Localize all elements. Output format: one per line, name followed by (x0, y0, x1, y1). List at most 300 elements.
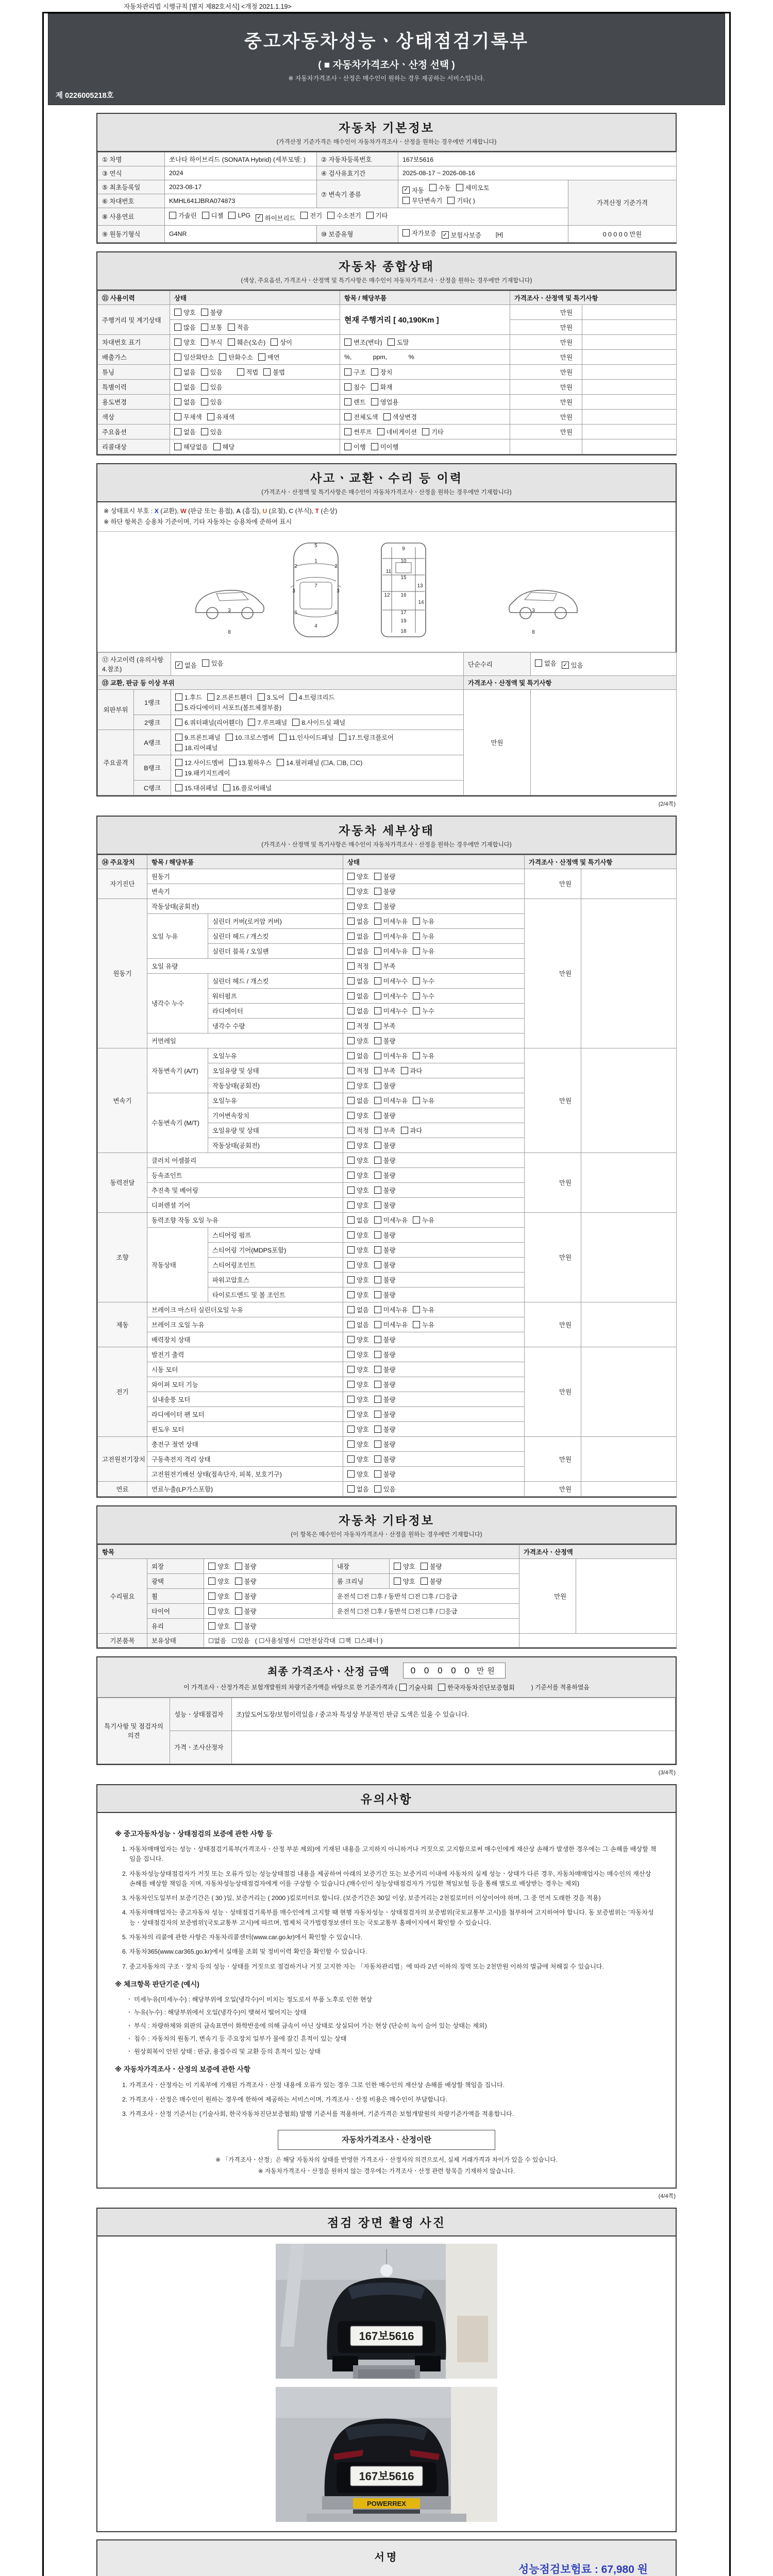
checkbox-있음[interactable] (374, 1484, 396, 1494)
checkbox-미세누유[interactable] (374, 1215, 408, 1225)
checkbox-16.플로어패널[interactable] (223, 783, 272, 792)
checkbox-없음[interactable] (535, 658, 557, 668)
item-options (340, 335, 510, 350)
checkbox-썬루프[interactable] (344, 427, 372, 436)
checkbox-불량[interactable] (374, 1081, 396, 1090)
checkbox-3.도어[interactable] (258, 692, 284, 702)
checkbox-label: 불량 (383, 1276, 396, 1284)
diagram-number-label: 16 (400, 592, 407, 598)
checkbox-무단변속기[interactable] (402, 196, 442, 205)
exchange-header: ⑬ 교환, 판금 등 이상 부위 (98, 675, 464, 689)
checkbox-미세누수[interactable] (374, 991, 408, 1001)
checkbox-있음[interactable] (201, 397, 223, 406)
checkbox-group (347, 1125, 427, 1136)
checkbox-수동[interactable] (429, 183, 451, 192)
item-label: 브레이크 마스터 실린더오일 누유 (147, 1302, 343, 1317)
cell (175, 717, 459, 727)
checkbox-이행[interactable] (344, 442, 366, 451)
checkbox-불량[interactable] (374, 1036, 396, 1045)
checkbox-불량[interactable] (374, 1410, 396, 1419)
checkbox-불량[interactable] (235, 1621, 257, 1631)
checkbox-양호[interactable] (208, 1606, 230, 1616)
checkbox-미세누유[interactable] (374, 931, 408, 941)
first-reg-value: 2023-08-17 (165, 180, 317, 194)
checkbox-box-icon (347, 1187, 355, 1194)
state-options (343, 1182, 525, 1197)
checkbox-전기[interactable] (300, 211, 322, 220)
checkbox-box-icon (175, 769, 182, 776)
checkbox-없음[interactable] (347, 931, 369, 941)
cell: 가격조사ㆍ산정액 및 특기사항 (525, 855, 677, 869)
checkbox-적정[interactable] (347, 1021, 369, 1030)
checkbox-불량[interactable] (201, 308, 223, 317)
checkbox-box-icon (438, 1684, 445, 1691)
checkbox-4.트렁크리드[interactable] (290, 692, 335, 702)
checkbox-group (347, 961, 401, 971)
checkbox-누유[interactable] (413, 917, 434, 926)
diagram-number-label: 4 (314, 623, 317, 629)
checkbox-보험사보증[interactable] (442, 230, 481, 240)
checkbox-양호[interactable] (347, 1425, 369, 1434)
checkbox-label: 미세누유 (383, 1321, 408, 1329)
checkbox-box-icon (174, 324, 181, 331)
checkbox-색상변경[interactable] (383, 412, 417, 421)
checkbox-불량[interactable] (235, 1606, 257, 1616)
checkbox-label: 없음 (357, 933, 369, 940)
checkbox-box-icon (235, 1607, 242, 1615)
checkbox-양호[interactable] (347, 1469, 369, 1479)
checkbox-양호[interactable] (208, 1621, 230, 1631)
checkbox-기타[interactable] (366, 211, 388, 220)
checkbox-양호[interactable] (347, 1454, 369, 1464)
checkbox-불량[interactable] (421, 1577, 442, 1586)
checkbox-적법[interactable] (237, 367, 259, 377)
checkbox-미세누유[interactable] (374, 1320, 408, 1329)
rank-label: 1랭크 (134, 689, 171, 715)
checkbox-양호[interactable] (347, 1395, 369, 1404)
checkbox-9.프론트패널[interactable] (175, 733, 221, 742)
checkbox-자동[interactable] (402, 185, 424, 195)
checkbox-불량[interactable] (374, 1439, 396, 1449)
final-price-label: 최종 가격조사ㆍ산정 금액 (267, 1666, 390, 1677)
checkbox-19.패키지트레이[interactable] (175, 768, 230, 777)
checkbox-label: 19.패키지트레이 (184, 769, 230, 777)
device-category: 조향 (98, 1212, 147, 1302)
state-options (343, 1138, 525, 1153)
checkbox-양호[interactable] (347, 1380, 369, 1389)
checkbox-17.트렁크플로어[interactable] (339, 733, 394, 742)
checkbox-있음[interactable] (202, 658, 224, 668)
checkbox-양호[interactable] (347, 902, 369, 911)
checkbox-box-icon (174, 383, 181, 391)
table-row (98, 1347, 677, 1362)
checkbox-침수[interactable] (344, 382, 366, 392)
rank-label: A랭크 (134, 730, 171, 755)
checkbox-18.리어패널[interactable] (175, 743, 218, 752)
checkbox-box-icon (374, 1231, 381, 1239)
checkbox-없음[interactable] (347, 1096, 369, 1105)
checkbox-5.라디에이터 서포트(볼트체결부품)[interactable] (175, 703, 281, 712)
checkbox-없음[interactable] (347, 1305, 369, 1314)
checkbox-미세누유[interactable] (374, 1305, 408, 1314)
checkbox-과다[interactable] (401, 1126, 423, 1135)
checkbox-label: 양호 (217, 1592, 230, 1600)
checkbox-box-icon (344, 368, 351, 376)
checkbox-미세누유[interactable] (374, 946, 408, 956)
checkbox-box-icon (208, 1607, 215, 1615)
checkbox-box-icon (413, 1052, 420, 1059)
checkbox-불량[interactable] (374, 1395, 396, 1404)
checkbox-없음[interactable] (347, 1051, 369, 1060)
item-options (340, 395, 510, 410)
state-options (343, 1272, 525, 1287)
checkbox-불량[interactable] (374, 1454, 396, 1464)
checkbox-없음[interactable] (347, 1006, 369, 1015)
checkbox-불량[interactable] (374, 1350, 396, 1359)
checkbox-불량[interactable] (374, 1365, 396, 1374)
checkbox-불량[interactable] (374, 1245, 396, 1255)
checkbox-7.루프패널[interactable] (248, 718, 287, 727)
checkbox-보통[interactable] (201, 323, 223, 332)
checkbox-누유[interactable] (413, 1051, 434, 1060)
cell (581, 1481, 677, 1496)
checkbox-양호[interactable] (208, 1591, 230, 1601)
checkbox-불량[interactable] (374, 1230, 396, 1240)
checkbox-group (347, 871, 401, 882)
checkbox-부족[interactable] (374, 961, 396, 971)
item-label: 기어변속장치 (208, 1108, 343, 1123)
checkbox-미세누수[interactable] (374, 1006, 408, 1015)
checkbox-불량[interactable] (374, 1156, 396, 1165)
cell (581, 1302, 677, 1347)
checkbox-불량[interactable] (374, 1111, 396, 1120)
checkbox-group (347, 1454, 401, 1464)
checkbox-불량[interactable] (374, 1141, 396, 1150)
checkbox-누유[interactable] (413, 1215, 434, 1225)
checkbox-없음[interactable] (174, 382, 196, 392)
state-options (170, 365, 340, 380)
checkbox-없음[interactable] (174, 427, 196, 436)
checkbox-label: 양호 (357, 873, 369, 880)
checkbox-상이[interactable] (271, 337, 292, 347)
checkbox-label: 없음 (183, 399, 196, 406)
item-label: 작동상태(공회전) (147, 899, 343, 913)
checkbox-불량[interactable] (374, 1171, 396, 1180)
checkbox-양호[interactable] (347, 1245, 369, 1255)
checkbox-부식[interactable] (201, 337, 223, 347)
checkbox-불량[interactable] (235, 1591, 257, 1601)
checkbox-box-icon (347, 1231, 355, 1239)
checkbox-양호[interactable] (347, 1111, 369, 1120)
checkbox-label: 없음 (183, 429, 196, 436)
item-label: 등속죠인트 (147, 1167, 343, 1182)
checkbox-1.후드[interactable] (175, 692, 202, 702)
checkbox-불량[interactable] (374, 1185, 396, 1195)
checkbox-label: 양호 (217, 1607, 230, 1615)
checkbox-양호[interactable] (347, 1335, 369, 1344)
checkbox-양호[interactable] (347, 1439, 369, 1449)
diagram-number-label: 19 (400, 618, 407, 624)
checkbox-누유[interactable] (413, 1096, 434, 1105)
checkbox-없음[interactable] (347, 1215, 369, 1225)
checkbox-없음[interactable] (347, 991, 369, 1001)
checkbox-하이브리드[interactable] (256, 213, 295, 223)
checkbox-label: 9.프론트패널 (184, 734, 221, 741)
checkbox-누수[interactable] (413, 976, 434, 986)
checkbox-양호[interactable] (394, 1562, 415, 1571)
checkbox-box-icon (228, 212, 236, 219)
checkbox-적음[interactable] (228, 323, 249, 332)
checkbox-label: 양호 (357, 1411, 369, 1418)
checkbox-group (347, 946, 440, 956)
checkbox-불량[interactable] (235, 1577, 257, 1586)
checkbox-label: 없음 (183, 369, 196, 376)
checkbox-자가보증[interactable] (402, 228, 436, 238)
checkbox-불량[interactable] (374, 1380, 396, 1389)
checkbox-11.인사이드패널[interactable] (279, 733, 333, 742)
item-options (340, 410, 510, 425)
checkbox-label: 색상변경 (392, 414, 417, 421)
checkbox-label: 부족 (383, 1022, 396, 1030)
checkbox-수소전기[interactable] (327, 211, 361, 220)
checkbox-부족[interactable] (374, 1066, 396, 1075)
checkbox-불량[interactable] (374, 887, 396, 896)
checkbox-label: 양호 (357, 888, 369, 895)
checkbox-group (347, 1245, 401, 1255)
checkbox-양호[interactable] (347, 887, 369, 896)
checkbox-10.크로스멤버[interactable] (226, 733, 275, 742)
checkbox-label: 보통 (210, 324, 223, 331)
checkbox-양호[interactable] (347, 1290, 369, 1299)
checkbox-box-icon (374, 918, 381, 925)
checkbox-양호[interactable] (347, 1260, 369, 1269)
price-cell: 만원 (519, 1558, 576, 1633)
state-options (170, 439, 340, 454)
cell (531, 689, 677, 795)
checkbox-부족[interactable] (374, 1021, 396, 1030)
checkbox-없음[interactable] (175, 660, 197, 670)
checkbox-양호[interactable] (347, 1141, 369, 1150)
checkbox-누유[interactable] (413, 1305, 434, 1314)
checkbox-없음[interactable] (347, 946, 369, 956)
checkbox-15.대쉬패널[interactable] (175, 783, 218, 792)
warranty-options (398, 225, 568, 243)
section-title: 자동차 세부상태 (339, 823, 434, 837)
checkbox-group (174, 307, 228, 317)
checkbox-가솔린[interactable] (169, 211, 197, 220)
checkbox-양호[interactable] (347, 1171, 369, 1180)
checkbox-불량[interactable] (374, 872, 396, 881)
checkbox-과다[interactable] (401, 1066, 423, 1075)
checkbox-box-icon (347, 1426, 355, 1433)
checkbox-적정[interactable] (347, 1066, 369, 1075)
checkbox-box-icon (374, 962, 381, 970)
state-options (343, 1003, 525, 1018)
checkbox-해당없음[interactable] (174, 442, 208, 451)
checkbox-화재[interactable] (371, 382, 393, 392)
checkbox-label: 누수 (422, 992, 435, 1000)
checkbox-불량[interactable] (374, 1275, 396, 1284)
checkbox-불량[interactable] (374, 902, 396, 911)
checkbox-세미오토[interactable] (456, 183, 490, 192)
checkbox-미세누유[interactable] (374, 1096, 408, 1105)
checkbox-양호[interactable] (347, 1200, 369, 1210)
checkbox-불량[interactable] (374, 1260, 396, 1269)
checkbox-box-icon (374, 1306, 381, 1313)
checkbox-양호[interactable] (347, 1365, 369, 1374)
state-options (343, 1212, 525, 1227)
checkbox-유채색[interactable] (207, 412, 235, 421)
checkbox-label: 한국자동차진단보증협회 (447, 1684, 515, 1691)
checkbox-전체도색[interactable] (344, 412, 378, 421)
checkbox-불량[interactable] (235, 1562, 257, 1571)
checkbox-box-icon (374, 947, 381, 955)
checkbox-없음[interactable] (347, 917, 369, 926)
checkbox-label: 이행 (354, 444, 366, 451)
checkbox-디젤[interactable] (202, 211, 224, 220)
checkbox-탄화수소[interactable] (219, 352, 253, 362)
checkbox-없음[interactable] (347, 1320, 369, 1329)
checkbox-기타[interactable] (422, 427, 444, 436)
state-options (343, 1108, 525, 1123)
checkbox-일산화탄소[interactable] (174, 352, 214, 362)
checkbox-기타( )[interactable] (447, 196, 475, 205)
checkbox-누유[interactable] (413, 931, 434, 941)
checkbox-누수[interactable] (413, 991, 434, 1001)
state-options (343, 1287, 525, 1302)
checkbox-누유[interactable] (413, 1320, 434, 1329)
checkbox-미세누수[interactable] (374, 976, 408, 986)
checkbox-있음[interactable] (201, 367, 223, 377)
checkbox-있음[interactable] (201, 427, 223, 436)
checkbox-label: 장치 (380, 369, 393, 376)
price-cell: 만원 (525, 869, 581, 899)
checkbox-적정[interactable] (347, 1126, 369, 1135)
checkbox-2.프론트휀더[interactable] (207, 692, 253, 702)
checkbox-불량[interactable] (374, 1335, 396, 1344)
checkbox-매연[interactable] (258, 352, 280, 362)
checkbox-적정[interactable] (347, 961, 369, 971)
row-label: 특별이력 (98, 380, 170, 395)
checkbox-양호[interactable] (347, 1081, 369, 1090)
checkbox-장치[interactable] (371, 367, 393, 377)
diagram-number-label: 6 (334, 609, 338, 616)
checkbox-label: 불량 (210, 309, 223, 316)
checkbox-무채색[interactable] (174, 412, 202, 421)
checkbox-group (344, 442, 404, 452)
checkbox-group (237, 367, 291, 377)
checkbox-양호[interactable] (347, 1185, 369, 1195)
checkbox-양호[interactable] (174, 308, 196, 317)
row-label: 튜닝 (98, 365, 170, 380)
checkbox-label: 적정 (357, 1022, 369, 1030)
checkbox-없음[interactable] (174, 397, 196, 406)
checkbox-기술사회[interactable] (399, 1683, 433, 1692)
checkbox-네비게이션[interactable] (377, 427, 417, 436)
checkbox-양호[interactable] (347, 872, 369, 881)
checkbox-box-icon (175, 734, 182, 741)
item-group-label: 냉각수 누수 (147, 973, 208, 1033)
checkbox-한국자동차진단보증협회[interactable] (438, 1683, 515, 1692)
item-label: 타이로드엔드 및 볼 조인트 (208, 1287, 343, 1302)
checkbox-양호[interactable] (394, 1577, 415, 1586)
checkbox-13.휠하우스[interactable] (229, 758, 272, 767)
cell (576, 1558, 677, 1633)
checkbox-box-icon (374, 903, 381, 910)
checkbox-구조[interactable] (344, 367, 366, 377)
checkbox-box-icon (374, 1037, 381, 1044)
checkbox-누수[interactable] (413, 1006, 434, 1015)
checkbox-양호[interactable] (347, 1036, 369, 1045)
checkbox-group (347, 1484, 401, 1494)
checkbox-많음[interactable] (174, 323, 196, 332)
checkbox-없음[interactable] (347, 1484, 369, 1494)
checkbox-훼손(오손)[interactable] (228, 337, 266, 347)
checkbox-box-icon (174, 428, 181, 435)
checkbox-12.사이드멤버[interactable] (175, 758, 224, 767)
base-price-label: 가격산정 기준가격 (568, 180, 677, 226)
checkbox-도말[interactable] (388, 337, 409, 347)
diagram-number-label: 9 (402, 546, 405, 552)
notice-bullet: ㆍ 침수 : 자동차의 원동기, 변속기 등 주요장치 일부가 물에 잠긴 흔적이 있는 상태 (126, 2035, 347, 2042)
diagram-number-label: 13 (417, 583, 423, 589)
checkbox-양호[interactable] (208, 1562, 230, 1571)
table-row (98, 152, 677, 166)
state-options (170, 395, 340, 410)
checkbox-label: 없음 (357, 1052, 369, 1060)
checkbox-양호[interactable] (347, 1156, 369, 1165)
checkbox-8.사이드실 패널[interactable] (292, 718, 345, 727)
checkbox-미세누유[interactable] (374, 917, 408, 926)
checkbox-양호[interactable] (347, 1230, 369, 1240)
checkbox-label: 수소전기 (337, 212, 361, 219)
checkbox-불량[interactable] (374, 1425, 396, 1434)
checkbox-양호[interactable] (347, 1350, 369, 1359)
checkbox-불량[interactable] (374, 1200, 396, 1210)
checkbox-없음[interactable] (174, 367, 196, 377)
checkbox-영업용[interactable] (371, 397, 399, 406)
checkbox-있음[interactable] (201, 382, 223, 392)
checkbox-미이행[interactable] (371, 442, 399, 451)
checkbox-양호[interactable] (174, 337, 196, 347)
checkbox-label: 없음 (357, 1007, 369, 1015)
checkbox-불량[interactable] (374, 1290, 396, 1299)
checkbox-box-icon (374, 1052, 381, 1059)
checkbox-box-icon: ✓ (256, 214, 263, 222)
checkbox-렌트[interactable] (344, 397, 366, 406)
checkbox-없음[interactable] (347, 976, 369, 986)
checkbox-불량[interactable] (421, 1562, 442, 1571)
checkbox-해당[interactable] (213, 442, 235, 451)
checkbox-있음[interactable] (562, 660, 583, 670)
checkbox-14.필러패널 (☐A, ☐B, ☐C)[interactable] (277, 758, 362, 767)
checkbox-변조(변타)[interactable] (344, 337, 382, 347)
price-cell: 만원 (510, 350, 582, 365)
checkbox-부족[interactable] (374, 1126, 396, 1135)
checkbox-누유[interactable] (413, 946, 434, 956)
checkbox-불법[interactable] (263, 367, 285, 377)
state-options (170, 335, 340, 350)
checkbox-box-icon (228, 338, 235, 346)
checkbox-6.쿼터패널(리어휀더)[interactable] (175, 718, 243, 727)
checkbox-양호[interactable] (208, 1577, 230, 1586)
checkbox-양호[interactable] (347, 1410, 369, 1419)
checkbox-양호[interactable] (347, 1275, 369, 1284)
checkbox-불량[interactable] (374, 1469, 396, 1479)
checkbox-LPG[interactable] (228, 212, 250, 219)
checkbox-label: 누유 (422, 1306, 435, 1314)
checkbox-미세누유[interactable] (374, 1051, 408, 1060)
